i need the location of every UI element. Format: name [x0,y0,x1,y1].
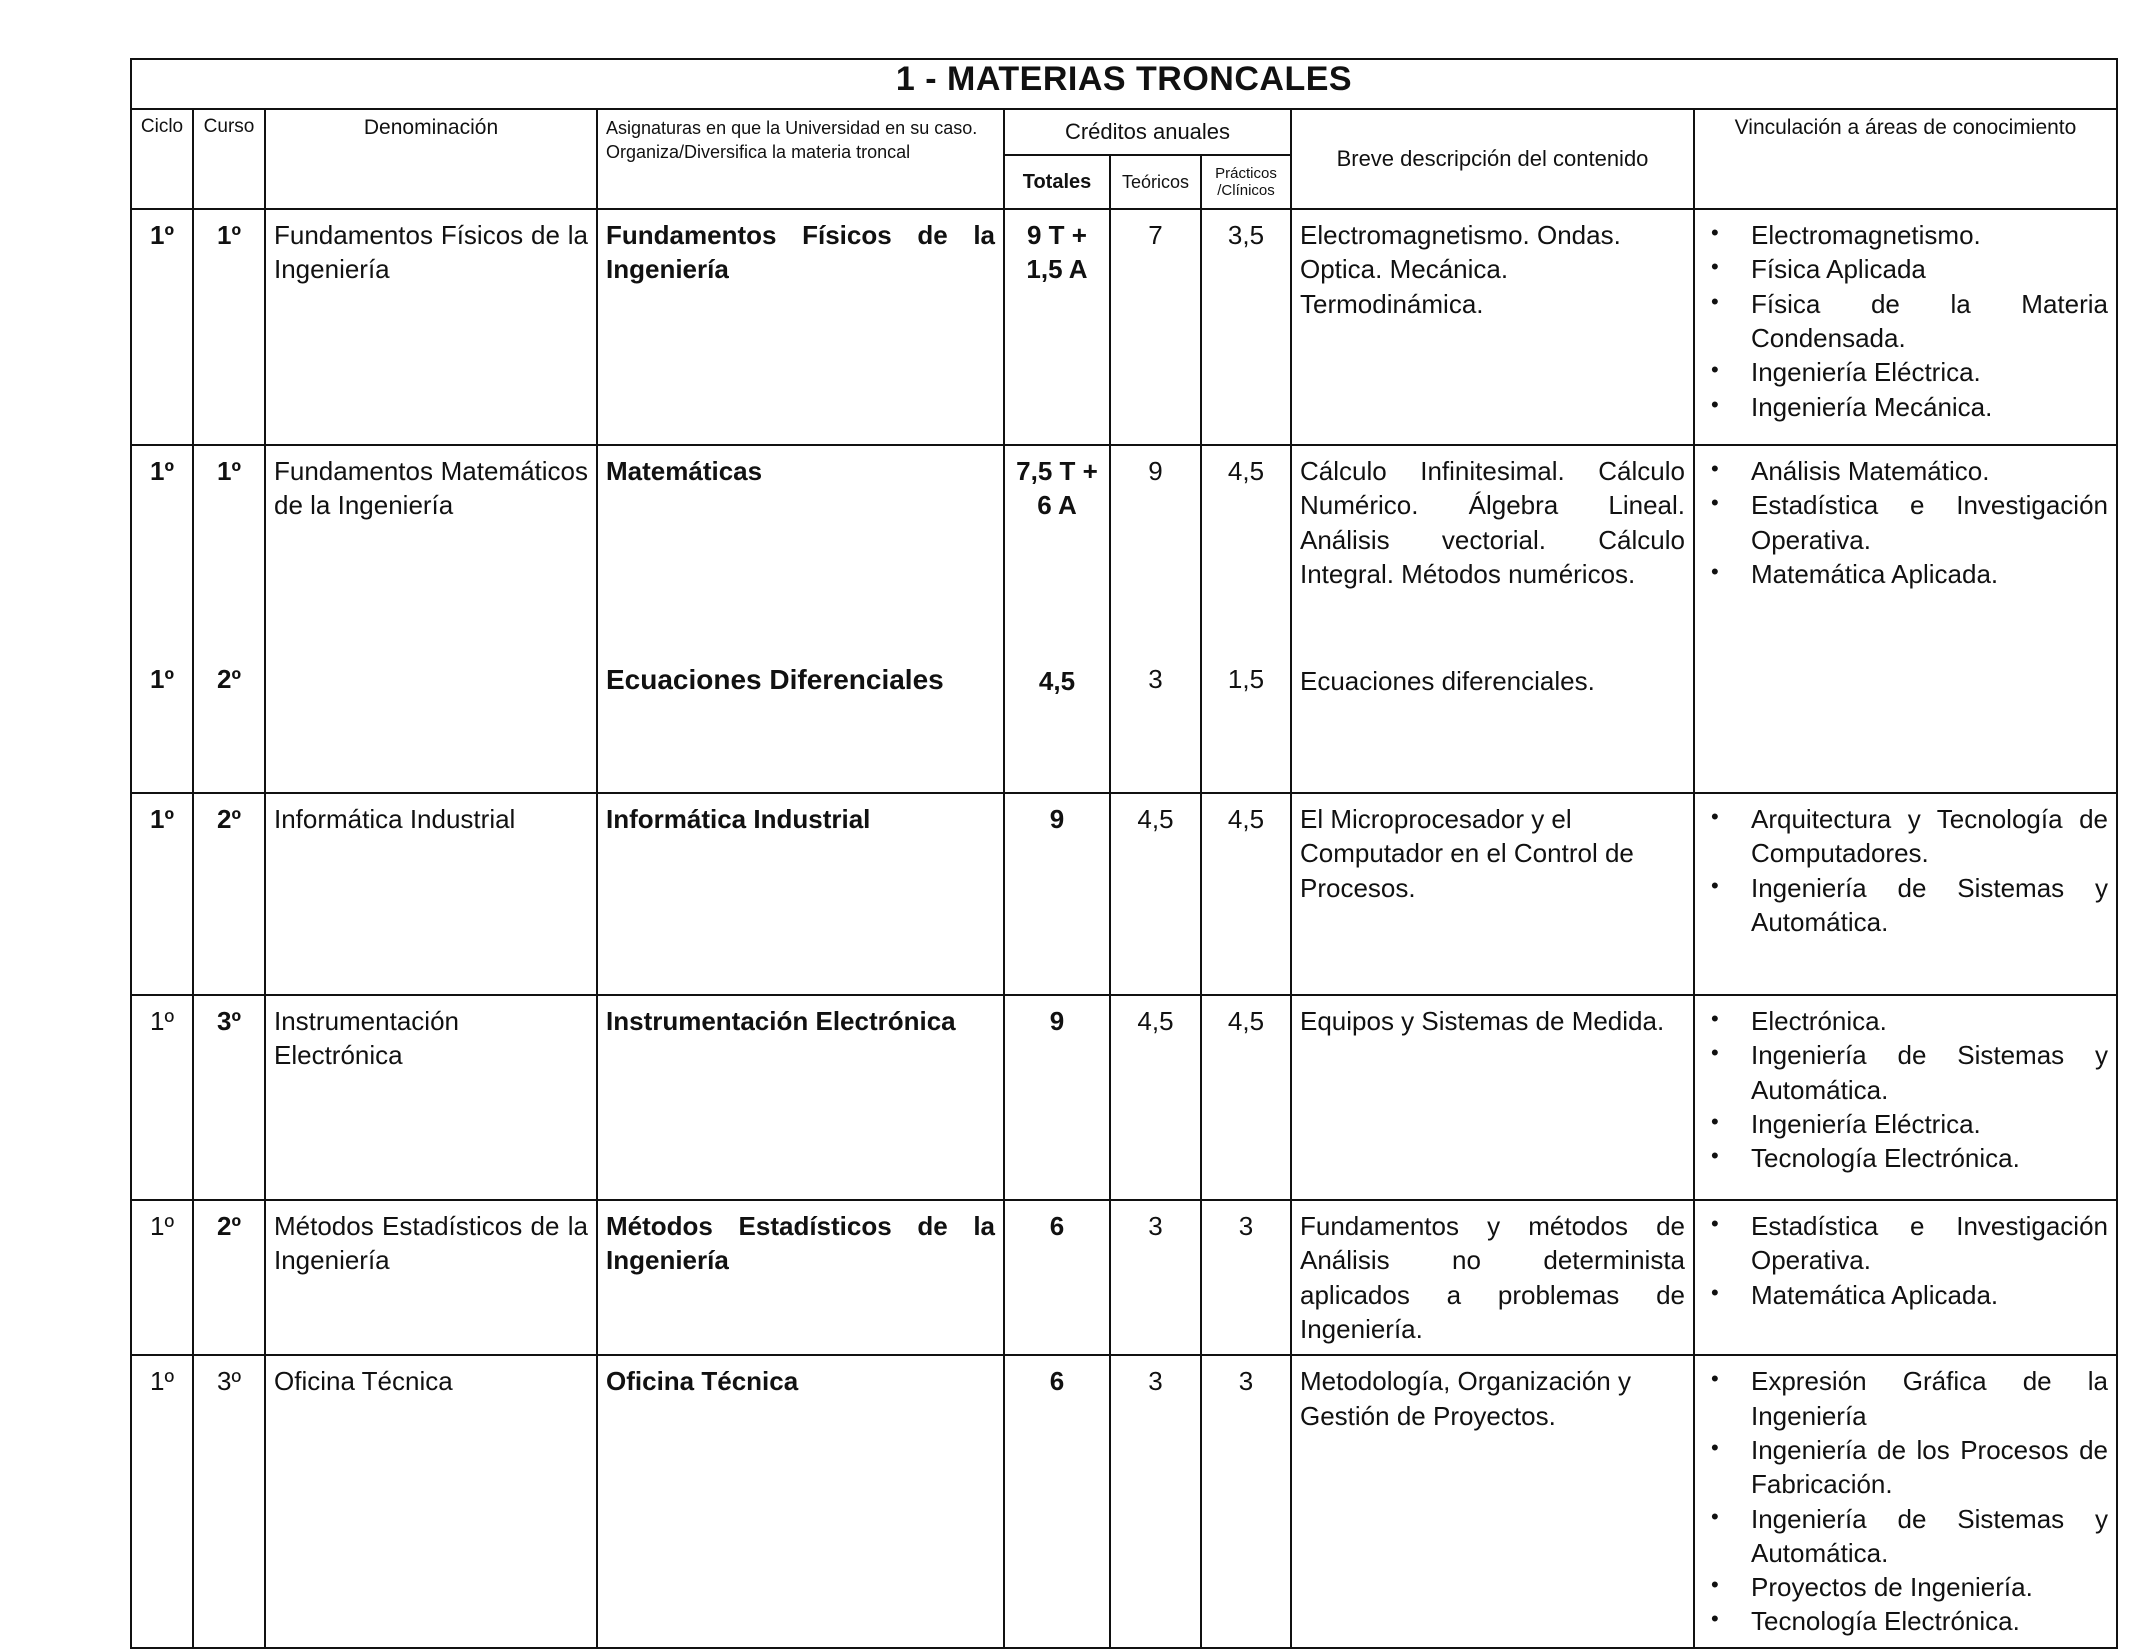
table-row [131,1355,2117,1648]
totales-value: 4,5 [1038,666,1076,696]
header-totales: Totales [1004,155,1110,209]
header-teoricos: Teóricos [1110,155,1201,209]
header-asignaturas: Asignaturas en que la Universidad en su caso. Organiza/Diversifica la materia troncal [597,109,1004,209]
asignatura-cell: Instrumentación Electrónica [597,995,1004,1200]
area-item: • Ingeniería Eléctrica. [1751,1107,2108,1141]
practicos-cell: 3,5 [1201,209,1291,445]
table-title: 1 - MATERIAS TRONCALES [131,59,2117,109]
area-item: • Ingeniería Eléctrica. [1751,355,2108,389]
totales-cell: 9 [1004,793,1110,995]
area-item: • Física Aplicada [1751,252,2108,286]
area-item: • Estadística e Investigación Operativa. [1751,1209,2108,1278]
descripcion-cell: Equipos y Sistemas de Medida. [1291,995,1694,1200]
practicos-cell: 4,5 [1201,793,1291,995]
curso-cell: 3º [193,995,265,1200]
teoricos-value: 9 [1148,456,1163,486]
asignatura-cell: Fundamentos Físicos de la Ingeniería [597,209,1004,445]
table-row [131,1200,2117,1355]
practicos-cell: 3 [1201,1200,1291,1355]
totales-cell: 9 T + 1,5 A [1004,209,1110,445]
header-denominacion: Denominación [265,109,597,209]
teoricos-cell: 4,5 [1110,793,1201,995]
ciclo-cell: 1º [131,209,193,445]
header-creditos: Créditos anuales [1004,109,1291,155]
asignatura-value: Ecuaciones Diferenciales [606,664,944,696]
teoricos-cell: 7 [1110,209,1201,445]
descripcion-value: Cálculo Infinitesimal. Cálculo Numérico. Álgebra Lineal. Análisis vectorial. Cálculo Integral. Métodos numéricos. [1300,456,1685,589]
ciclo-value: 1º [150,664,174,695]
teoricos-cell: 3 [1110,1355,1201,1648]
area-item: • Proyectos de Ingeniería. [1751,1570,2108,1604]
practicos-value: 4,5 [1227,456,1265,486]
descripcion-cell [1291,445,1694,793]
header-vinculacion: Vinculación a áreas de conocimiento [1694,109,2117,209]
denominacion-cell: Métodos Estadísticos de la Ingeniería [265,1200,597,1355]
totales-cell: 6 [1004,1200,1110,1355]
header-curso: Curso [193,109,265,209]
curso-value: 1º [217,456,241,486]
practicos-value: 1,5 [1227,664,1265,695]
curso-cell [193,445,265,793]
curso-cell: 1º [193,209,265,445]
denominacion-cell: Oficina Técnica [265,1355,597,1648]
area-item: • Ingeniería de Sistemas y Automática. [1751,1038,2108,1107]
area-item: • Tecnología Electrónica. [1751,1141,2108,1175]
materias-troncales-table [130,58,2118,1649]
area-item: • Tecnología Electrónica. [1751,1604,2108,1638]
ciclo-cell: 1º [131,995,193,1200]
ciclo-value: 1º [150,456,174,486]
teoricos-cell [1110,445,1201,793]
curso-cell: 2º [193,793,265,995]
practicos-cell: 4,5 [1201,995,1291,1200]
descripcion-value: Ecuaciones diferenciales. [1300,666,1595,696]
table-row [131,793,2117,995]
header-descripcion: Breve descripción del contenido [1291,109,1694,209]
totales-cell: 6 [1004,1355,1110,1648]
descripcion-cell: El Microprocesador y el Computador en el Control de Procesos. [1291,793,1694,995]
areas-cell [1694,1200,2117,1355]
area-item: • Matemática Aplicada. [1751,557,2108,591]
area-item: • Ingeniería Mecánica. [1751,390,2108,424]
totales-value: 7,5 T + 6 A [1016,456,1098,521]
denominacion-cell: Fundamentos Físicos de la Ingeniería [265,209,597,445]
asignatura-cell: Oficina Técnica [597,1355,1004,1648]
area-item: • Ingeniería de Sistemas y Automática. [1751,1502,2108,1571]
area-item: • Electrónica. [1751,1004,2108,1038]
ciclo-cell: 1º [131,793,193,995]
ciclo-cell: 1º [131,1355,193,1648]
area-item: • Ingeniería de los Procesos de Fabricación. [1751,1433,2108,1502]
table-row [131,209,2117,445]
areas-list [1703,1004,2108,1176]
areas-list [1703,802,2108,939]
area-item: • Electromagnetismo. [1751,218,2108,252]
area-item: • Expresión Gráfica de la Ingeniería [1751,1364,2108,1433]
ciclo-cell [131,445,193,793]
header-ciclo: Ciclo [131,109,193,209]
ciclo-cell: 1º [131,1200,193,1355]
area-item: • Análisis Matemático. [1751,454,2108,488]
asignatura-cell: Métodos Estadísticos de la Ingeniería [597,1200,1004,1355]
curso-cell: 2º [193,1200,265,1355]
asignatura-cell [597,445,1004,793]
document-page [130,58,2116,1649]
denominacion-cell: Informática Industrial [265,793,597,995]
curso-value: 2º [217,664,241,695]
descripcion-cell: Electromagnetismo. Ondas. Optica. Mecánica. Termodinámica. [1291,209,1694,445]
areas-cell [1694,1355,2117,1648]
areas-cell [1694,209,2117,445]
descripcion-cell: Fundamentos y métodos de Análisis no determinista aplicados a problemas de Ingeniería. [1291,1200,1694,1355]
area-item: • Física de la Materia Condensada. [1751,287,2108,356]
practicos-cell [1201,445,1291,793]
areas-cell [1694,445,2117,793]
teoricos-cell: 4,5 [1110,995,1201,1200]
asignatura-value: Matemáticas [606,456,763,486]
area-item: • Ingeniería de Sistemas y Automática. [1751,871,2108,940]
areas-list [1703,218,2108,424]
curso-cell: 3º [193,1355,265,1648]
area-item: • Matemática Aplicada. [1751,1278,2108,1312]
areas-cell [1694,995,2117,1200]
header-practicos: Prácticos /Clínicos [1201,155,1291,209]
area-item: • Arquitectura y Tecnología de Computadores. [1751,802,2108,871]
practicos-cell: 3 [1201,1355,1291,1648]
asignatura-cell: Informática Industrial [597,793,1004,995]
areas-list [1703,1364,2108,1639]
area-item: • Estadística e Investigación Operativa. [1751,488,2108,557]
areas-list [1703,1209,2108,1312]
totales-cell [1004,445,1110,793]
teoricos-value: 3 [1148,664,1163,695]
denominacion-cell: Fundamentos Matemáticos de la Ingeniería [265,445,597,793]
table-row [131,445,2117,793]
descripcion-cell: Metodología, Organización y Gestión de Proyectos. [1291,1355,1694,1648]
totales-cell: 9 [1004,995,1110,1200]
areas-cell [1694,793,2117,995]
denominacion-cell: Instrumentación Electrónica [265,995,597,1200]
table-row [131,995,2117,1200]
teoricos-cell: 3 [1110,1200,1201,1355]
areas-list [1703,454,2108,591]
